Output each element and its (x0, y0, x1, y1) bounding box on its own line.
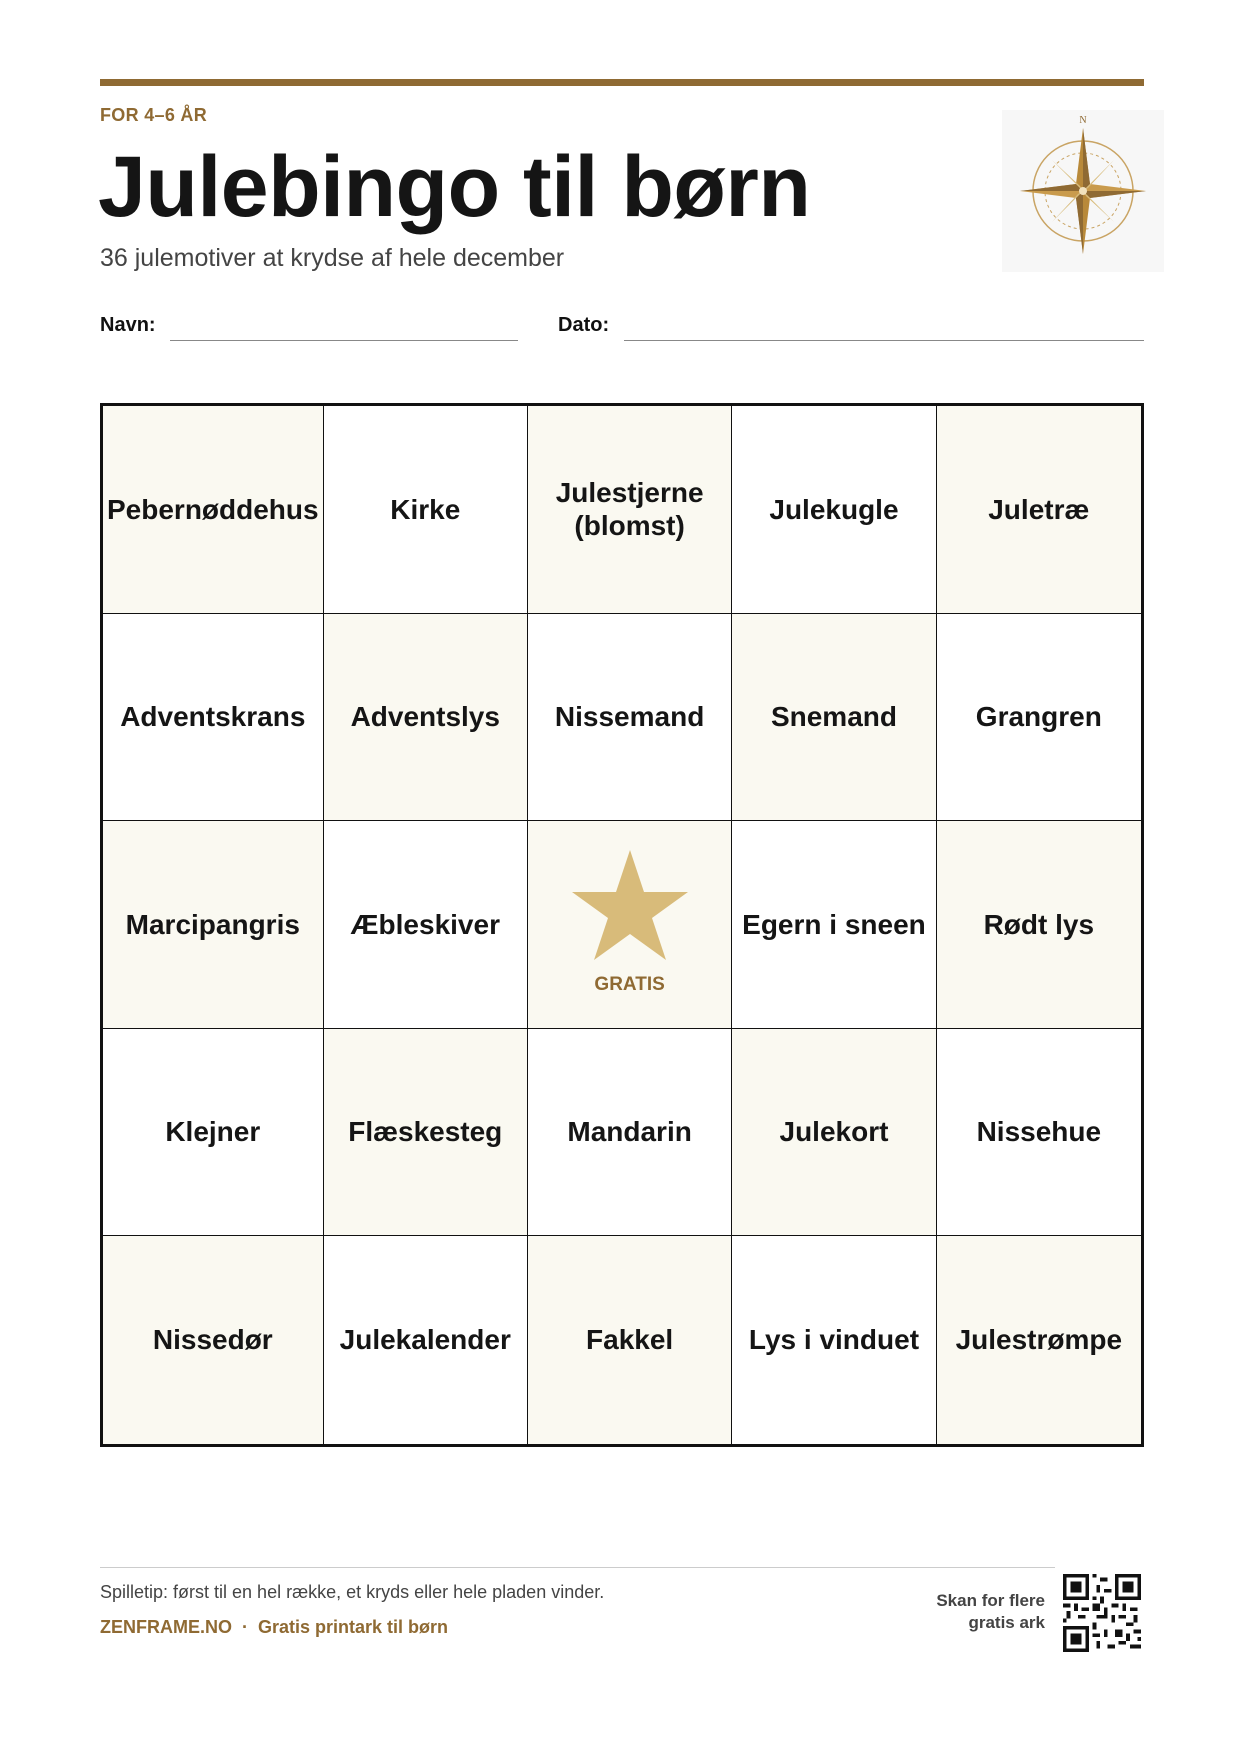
name-label: Navn: (100, 314, 156, 336)
page-title: Julebingo til børn (98, 139, 811, 235)
free-space-cell[interactable] (528, 821, 732, 1029)
bingo-cell[interactable]: Adventskrans (103, 614, 324, 822)
scan-prompt (936, 1590, 1045, 1634)
bingo-cell[interactable]: Adventslys (324, 614, 528, 822)
bingo-cell[interactable]: Egern i sneen (732, 821, 936, 1029)
bingo-cell[interactable]: Julekalender (324, 1236, 528, 1444)
page-subtitle: 36 julemotiver at krydse af hele december (100, 244, 565, 272)
date-label: Dato: (558, 314, 610, 336)
bingo-grid (100, 403, 1144, 1447)
bingo-cell[interactable]: Nissemand (528, 614, 732, 822)
footer-divider (100, 1567, 1055, 1568)
bingo-cell[interactable]: Julekort (732, 1029, 936, 1237)
bingo-cell[interactable]: Juletræ (937, 406, 1141, 614)
bingo-cell[interactable]: Julestjerne (blomst) (528, 406, 732, 614)
bingo-cell[interactable]: Flæskesteg (324, 1029, 528, 1237)
brand-separator: · (242, 1617, 248, 1637)
bingo-cell[interactable]: Julekugle (732, 406, 936, 614)
bingo-cell[interactable]: Pebernøddehus (103, 406, 324, 614)
qr-code-icon[interactable] (1063, 1574, 1141, 1652)
bingo-cell[interactable]: Rødt lys (937, 821, 1141, 1029)
scan-line-1: Skan for flere (936, 1591, 1045, 1610)
bingo-cell[interactable]: Klejner (103, 1029, 324, 1237)
footer-brand (100, 1617, 448, 1638)
bingo-cell[interactable]: Fakkel (528, 1236, 732, 1444)
bingo-cell[interactable]: Grangren (937, 614, 1141, 822)
name-field[interactable] (170, 340, 518, 341)
brand-tagline: Gratis printark til børn (258, 1617, 449, 1637)
bingo-cell[interactable]: Nissehue (937, 1029, 1141, 1237)
compass-north-letter: N (1079, 115, 1087, 126)
free-space-label: GRATIS (594, 974, 665, 996)
date-field[interactable] (624, 340, 1144, 341)
top-accent-bar (100, 79, 1144, 86)
bingo-cell[interactable]: Lys i vinduet (732, 1236, 936, 1444)
bingo-cell[interactable]: Kirke (324, 406, 528, 614)
bingo-cell[interactable]: Mandarin (528, 1029, 732, 1237)
play-tip: Spilletip: først til en hel række, et kryds eller hele pladen vinder. (100, 1582, 605, 1602)
scan-line-2: gratis ark (968, 1613, 1045, 1633)
bingo-cell[interactable]: Snemand (732, 614, 936, 822)
bingo-cell[interactable]: Julestrømpe (937, 1236, 1141, 1444)
age-label: FOR 4–6 ÅR (100, 105, 208, 125)
bingo-cell[interactable]: Æbleskiver (324, 821, 528, 1029)
bingo-cell[interactable]: Marcipangris (103, 821, 324, 1029)
brand-link[interactable]: ZENFRAME.NO (100, 1617, 232, 1637)
compass-rose-icon (1002, 110, 1164, 272)
star-icon (568, 846, 692, 964)
bingo-cell[interactable]: Nissedør (103, 1236, 324, 1444)
